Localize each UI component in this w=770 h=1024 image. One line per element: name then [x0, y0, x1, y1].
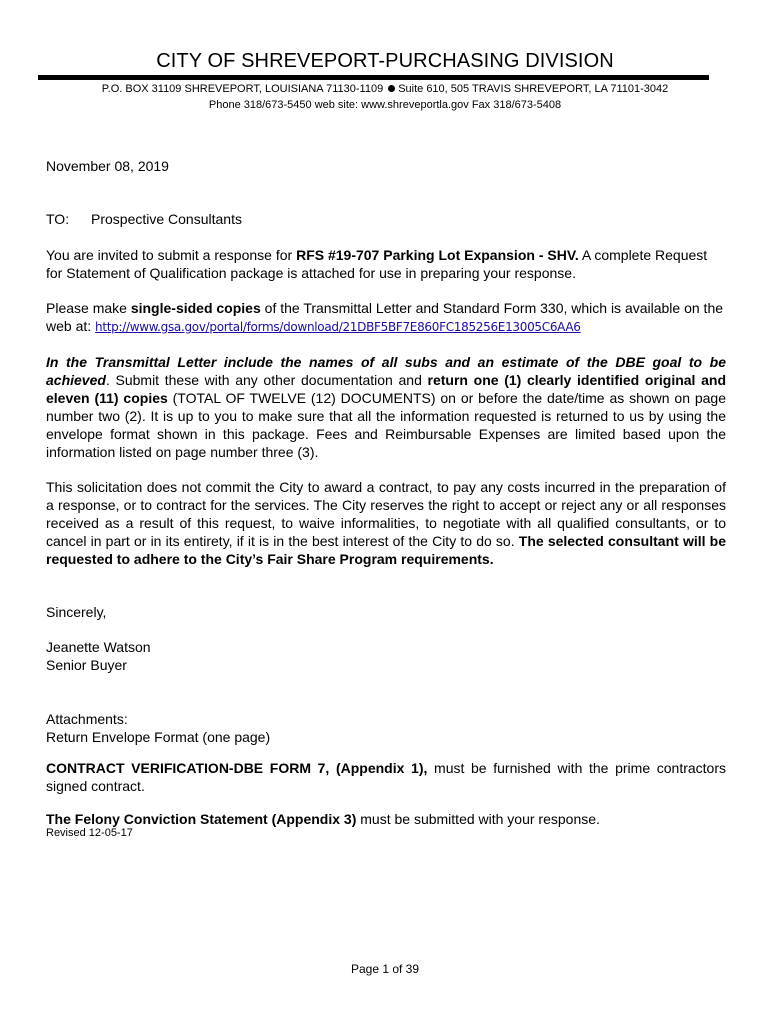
recipient-line — [46, 210, 726, 228]
dbe-form-title: CONTRACT VERIFICATION-DBE FORM 7, (Appendix 1), — [46, 760, 428, 776]
attachments-item: Return Envelope Format (one page) — [46, 729, 271, 745]
p2-text: Please make — [46, 300, 131, 316]
header-contact: Phone 318/673-5450 web site: www.shreveportla.gov Fax 318/673-5408 — [208, 99, 562, 111]
p4-text: This solicitation does not commit the City to award a contract, to pay any costs incurred in the preparation of a response, or to contract for the services. The City reserves the right to accept or reject any or all responses received as a result of this request, to waive informalities, to negotiate with all qualified consultants, or to cancel in part or in its entirety, if it is in the best interest of the City to do so. — [46, 479, 726, 549]
copies-requirement: return one (1) clearly identified original and eleven (11) copies — [46, 372, 726, 406]
letter-date: November 08, 2019 — [46, 158, 169, 174]
paragraph-felony — [46, 810, 726, 828]
p1-text-end: A complete Request for Statement of Qualification package is attached for use in preparing your response. — [46, 247, 708, 281]
gsa-form-link[interactable]: http://www.gsa.gov/portal/forms/download/21DBF5BF7E860FC185256E13005C6AA6 — [95, 320, 581, 334]
paragraph-solicitation — [46, 478, 726, 568]
bullet-icon — [388, 85, 395, 92]
address-po-box: P.O. BOX 31109 SHREVEPORT, LOUISIANA 71130-1109 — [101, 83, 384, 95]
revised-date: Revised 12-05-17 — [46, 827, 133, 839]
felony-statement-title: The Felony Conviction Statement (Appendix 3) — [46, 811, 357, 827]
closing: Sincerely, — [46, 604, 107, 620]
to-label: TO: — [46, 211, 70, 227]
single-sided-copies: single-sided copies — [130, 300, 261, 316]
paragraph-invitation — [46, 246, 726, 282]
p3-text-end: (TOTAL OF TWELVE (12) DOCUMENTS) on or before the date/time as shown on page number two (2). It is up to you to make sure that all the information requested is returned to us by using the envelope format shown in this package. Fees and Reimbursable Expenses are limited based upon the information listed on page number three (3). — [46, 390, 726, 460]
p3-text: . Submit these with any other documentation and — [105, 372, 428, 388]
page-number: Page 1 of 39 — [350, 962, 420, 976]
p6-text: must be submitted with your response. — [356, 811, 600, 827]
paragraph-dbe-form — [46, 759, 726, 795]
to-value: Prospective Consultants — [91, 211, 242, 227]
paragraph-copies — [46, 299, 726, 336]
signer-title: Senior Buyer — [46, 657, 127, 673]
page-title: CITY OF SHREVEPORT-PURCHASING DIVISION — [156, 50, 614, 72]
transmittal-instruction: In the Transmittal Letter include the names of all subs and an estimate of the DBE goal to be achieved — [46, 354, 726, 388]
p5-text: must be furnished with the prime contractors signed contract. — [46, 760, 727, 794]
attachments-label: Attachments: — [46, 711, 128, 727]
header-address — [0, 83, 770, 95]
paragraph-transmittal — [46, 353, 726, 461]
p2-text-end: of the Transmittal Letter and Standard Form 330, which is available on the web at: — [46, 300, 724, 334]
address-street: Suite 610, 505 TRAVIS SHREVEPORT, LA 71101-3042 — [398, 83, 669, 95]
header-rule — [38, 75, 709, 80]
p1-text: You are invited to submit a response for — [46, 247, 297, 263]
rfs-number: RFS #19-707 Parking Lot Expansion - SHV. — [296, 247, 579, 263]
signer-name: Jeanette Watson — [46, 639, 151, 655]
fair-share-requirement: The selected consultant will be requested to adhere to the City’s Fair Share Program requirements. — [46, 533, 726, 567]
